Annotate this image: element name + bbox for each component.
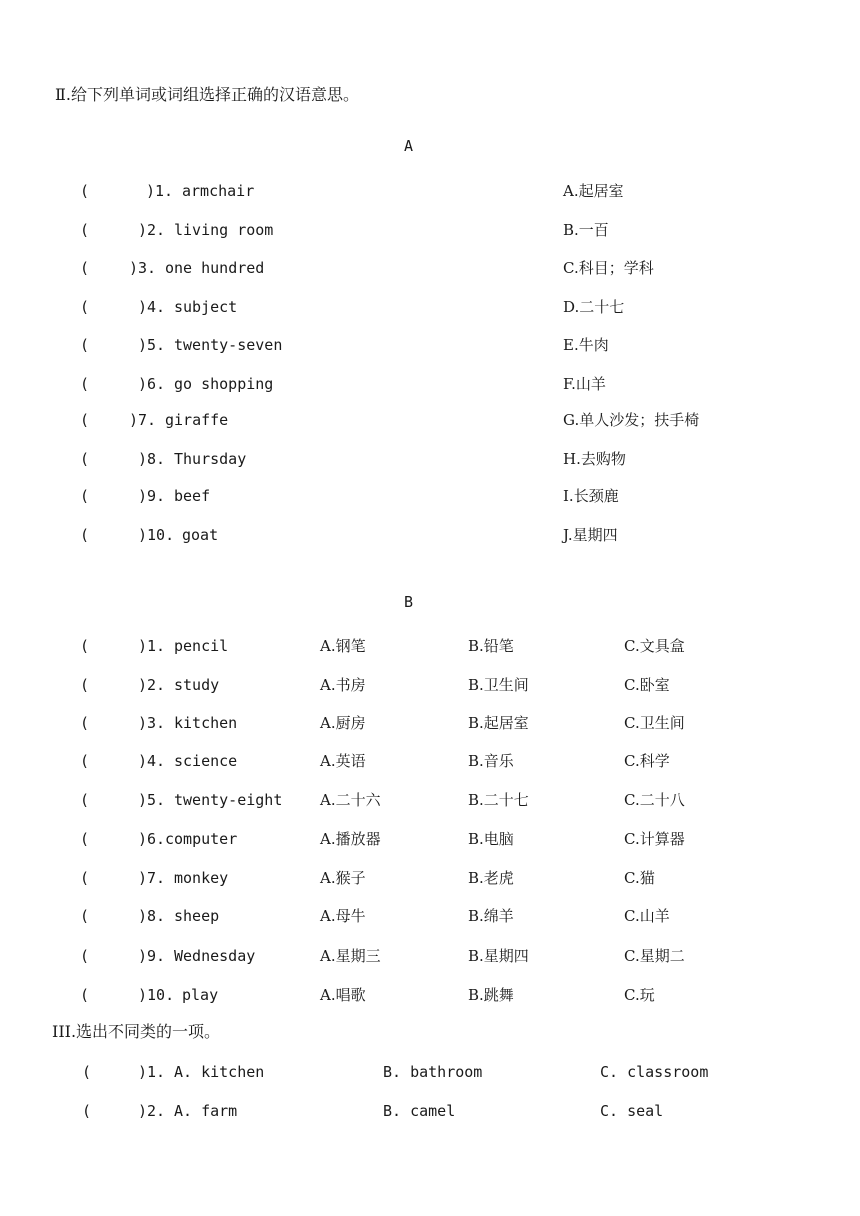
section-3-heading: III.选出不同类的一项。 [52, 1022, 221, 1041]
question-number: )10. [138, 526, 175, 544]
question-number: )5. [138, 336, 166, 354]
question-number: )4. [138, 752, 166, 770]
answer-blank-open[interactable]: ( [80, 221, 90, 239]
option-c: C.卧室 [624, 676, 670, 694]
option-a: A.厨房 [320, 714, 366, 732]
meaning-option: C.科目；学科 [563, 259, 654, 277]
answer-blank-open[interactable]: ( [80, 182, 90, 200]
question-word: goat [182, 526, 219, 544]
question-word: computer [165, 830, 238, 848]
question-word: one hundred [165, 259, 265, 277]
answer-blank-open[interactable]: ( [80, 411, 90, 429]
answer-blank-open[interactable]: ( [80, 676, 90, 694]
option-a: A.二十六 [320, 791, 381, 809]
question-number: )8. [138, 907, 166, 925]
question-word: sheep [174, 907, 220, 925]
answer-blank-open[interactable]: ( [80, 526, 90, 544]
answer-blank-open[interactable]: ( [80, 375, 90, 393]
option-c: C. seal [600, 1102, 664, 1120]
question-number: )6. [138, 830, 166, 848]
meaning-option: H.去购物 [563, 450, 626, 468]
answer-blank-open[interactable]: ( [80, 450, 90, 468]
question-word: living room [174, 221, 274, 239]
option-b: B.二十七 [468, 791, 529, 809]
meaning-option: A.起居室 [563, 182, 624, 200]
question-word: subject [174, 298, 238, 316]
meaning-option: F.山羊 [563, 375, 606, 393]
answer-blank-open[interactable]: ( [80, 907, 90, 925]
option-a: A.唱歌 [320, 986, 366, 1004]
option-a: A.钢笔 [320, 637, 366, 655]
option-c: C.玩 [624, 986, 655, 1004]
option-c: C.山羊 [624, 907, 670, 925]
option-c: C.计算器 [624, 830, 685, 848]
answer-blank-open[interactable]: ( [80, 637, 90, 655]
answer-blank-open[interactable]: ( [80, 947, 90, 965]
answer-blank-open[interactable]: ( [80, 336, 90, 354]
answer-blank-open[interactable]: ( [80, 487, 90, 505]
meaning-option: D.二十七 [563, 298, 625, 316]
question-number: )2. [138, 676, 166, 694]
option-a: A.英语 [320, 752, 366, 770]
answer-blank-open[interactable]: ( [80, 830, 90, 848]
meaning-option: B.一百 [563, 221, 609, 239]
answer-blank-open[interactable]: ( [80, 869, 90, 887]
option-b: B.电脑 [468, 830, 514, 848]
option-c: C.科学 [624, 752, 670, 770]
question-word: armchair [182, 182, 255, 200]
meaning-option: E.牛肉 [563, 336, 609, 354]
question-word: study [174, 676, 220, 694]
option-c: C.卫生间 [624, 714, 685, 732]
question-word: kitchen [174, 714, 238, 732]
option-a: A.星期三 [320, 947, 381, 965]
meaning-option: G.单人沙发；扶手椅 [563, 411, 700, 429]
question-number: )9. [138, 487, 166, 505]
question-word: Wednesday [174, 947, 256, 965]
option-a: A. farm [174, 1102, 238, 1120]
question-word: giraffe [165, 411, 229, 429]
option-b: B.绵羊 [468, 907, 514, 925]
question-word: Thursday [174, 450, 247, 468]
option-a: A.母牛 [320, 907, 366, 925]
question-word: monkey [174, 869, 229, 887]
section-2-heading: Ⅱ.给下列单词或词组选择正确的汉语意思。 [55, 85, 359, 104]
option-c: C.二十八 [624, 791, 685, 809]
answer-blank-open[interactable]: ( [80, 752, 90, 770]
answer-blank-open[interactable]: ( [80, 986, 90, 1004]
question-number: )1. [138, 637, 166, 655]
option-b: B.卫生间 [468, 676, 529, 694]
option-c: C.星期二 [624, 947, 685, 965]
answer-blank-open[interactable]: ( [80, 791, 90, 809]
option-b: B.跳舞 [468, 986, 514, 1004]
option-a: A.猴子 [320, 869, 366, 887]
question-word: go shopping [174, 375, 274, 393]
question-word: beef [174, 487, 211, 505]
meaning-option: J.星期四 [563, 526, 618, 544]
option-b: B.铅笔 [468, 637, 514, 655]
question-number: )8. [138, 450, 166, 468]
question-number: )1. [146, 182, 174, 200]
option-a: A. kitchen [174, 1063, 265, 1081]
question-number: )1. [138, 1063, 166, 1081]
part-b-title: B [404, 593, 414, 611]
option-b: B.星期四 [468, 947, 529, 965]
question-number: )3. [138, 714, 166, 732]
question-number: )7. [129, 411, 157, 429]
question-word: science [174, 752, 238, 770]
answer-blank-open[interactable]: ( [82, 1063, 92, 1081]
question-number: )2. [138, 221, 166, 239]
answer-blank-open[interactable]: ( [82, 1102, 92, 1120]
answer-blank-open[interactable]: ( [80, 298, 90, 316]
question-number: )4. [138, 298, 166, 316]
option-a: A.播放器 [320, 830, 381, 848]
question-number: )9. [138, 947, 166, 965]
question-number: )3. [129, 259, 157, 277]
question-word: pencil [174, 637, 229, 655]
question-number: )2. [138, 1102, 166, 1120]
question-word: twenty-seven [174, 336, 283, 354]
answer-blank-open[interactable]: ( [80, 259, 90, 277]
meaning-option: I.长颈鹿 [563, 487, 619, 505]
option-b: B.起居室 [468, 714, 529, 732]
question-number: )10. [138, 986, 175, 1004]
option-a: A.书房 [320, 676, 366, 694]
question-word: twenty-eight [174, 791, 283, 809]
option-c: C.文具盒 [624, 637, 685, 655]
option-c: C.猫 [624, 869, 655, 887]
part-a-title: A [404, 137, 414, 155]
option-c: C. classroom [600, 1063, 709, 1081]
question-number: )7. [138, 869, 166, 887]
option-b: B.音乐 [468, 752, 514, 770]
option-b: B. bathroom [383, 1063, 483, 1081]
answer-blank-open[interactable]: ( [80, 714, 90, 732]
question-word: play [182, 986, 219, 1004]
question-number: )6. [138, 375, 166, 393]
question-number: )5. [138, 791, 166, 809]
option-b: B. camel [383, 1102, 456, 1120]
option-b: B.老虎 [468, 869, 514, 887]
